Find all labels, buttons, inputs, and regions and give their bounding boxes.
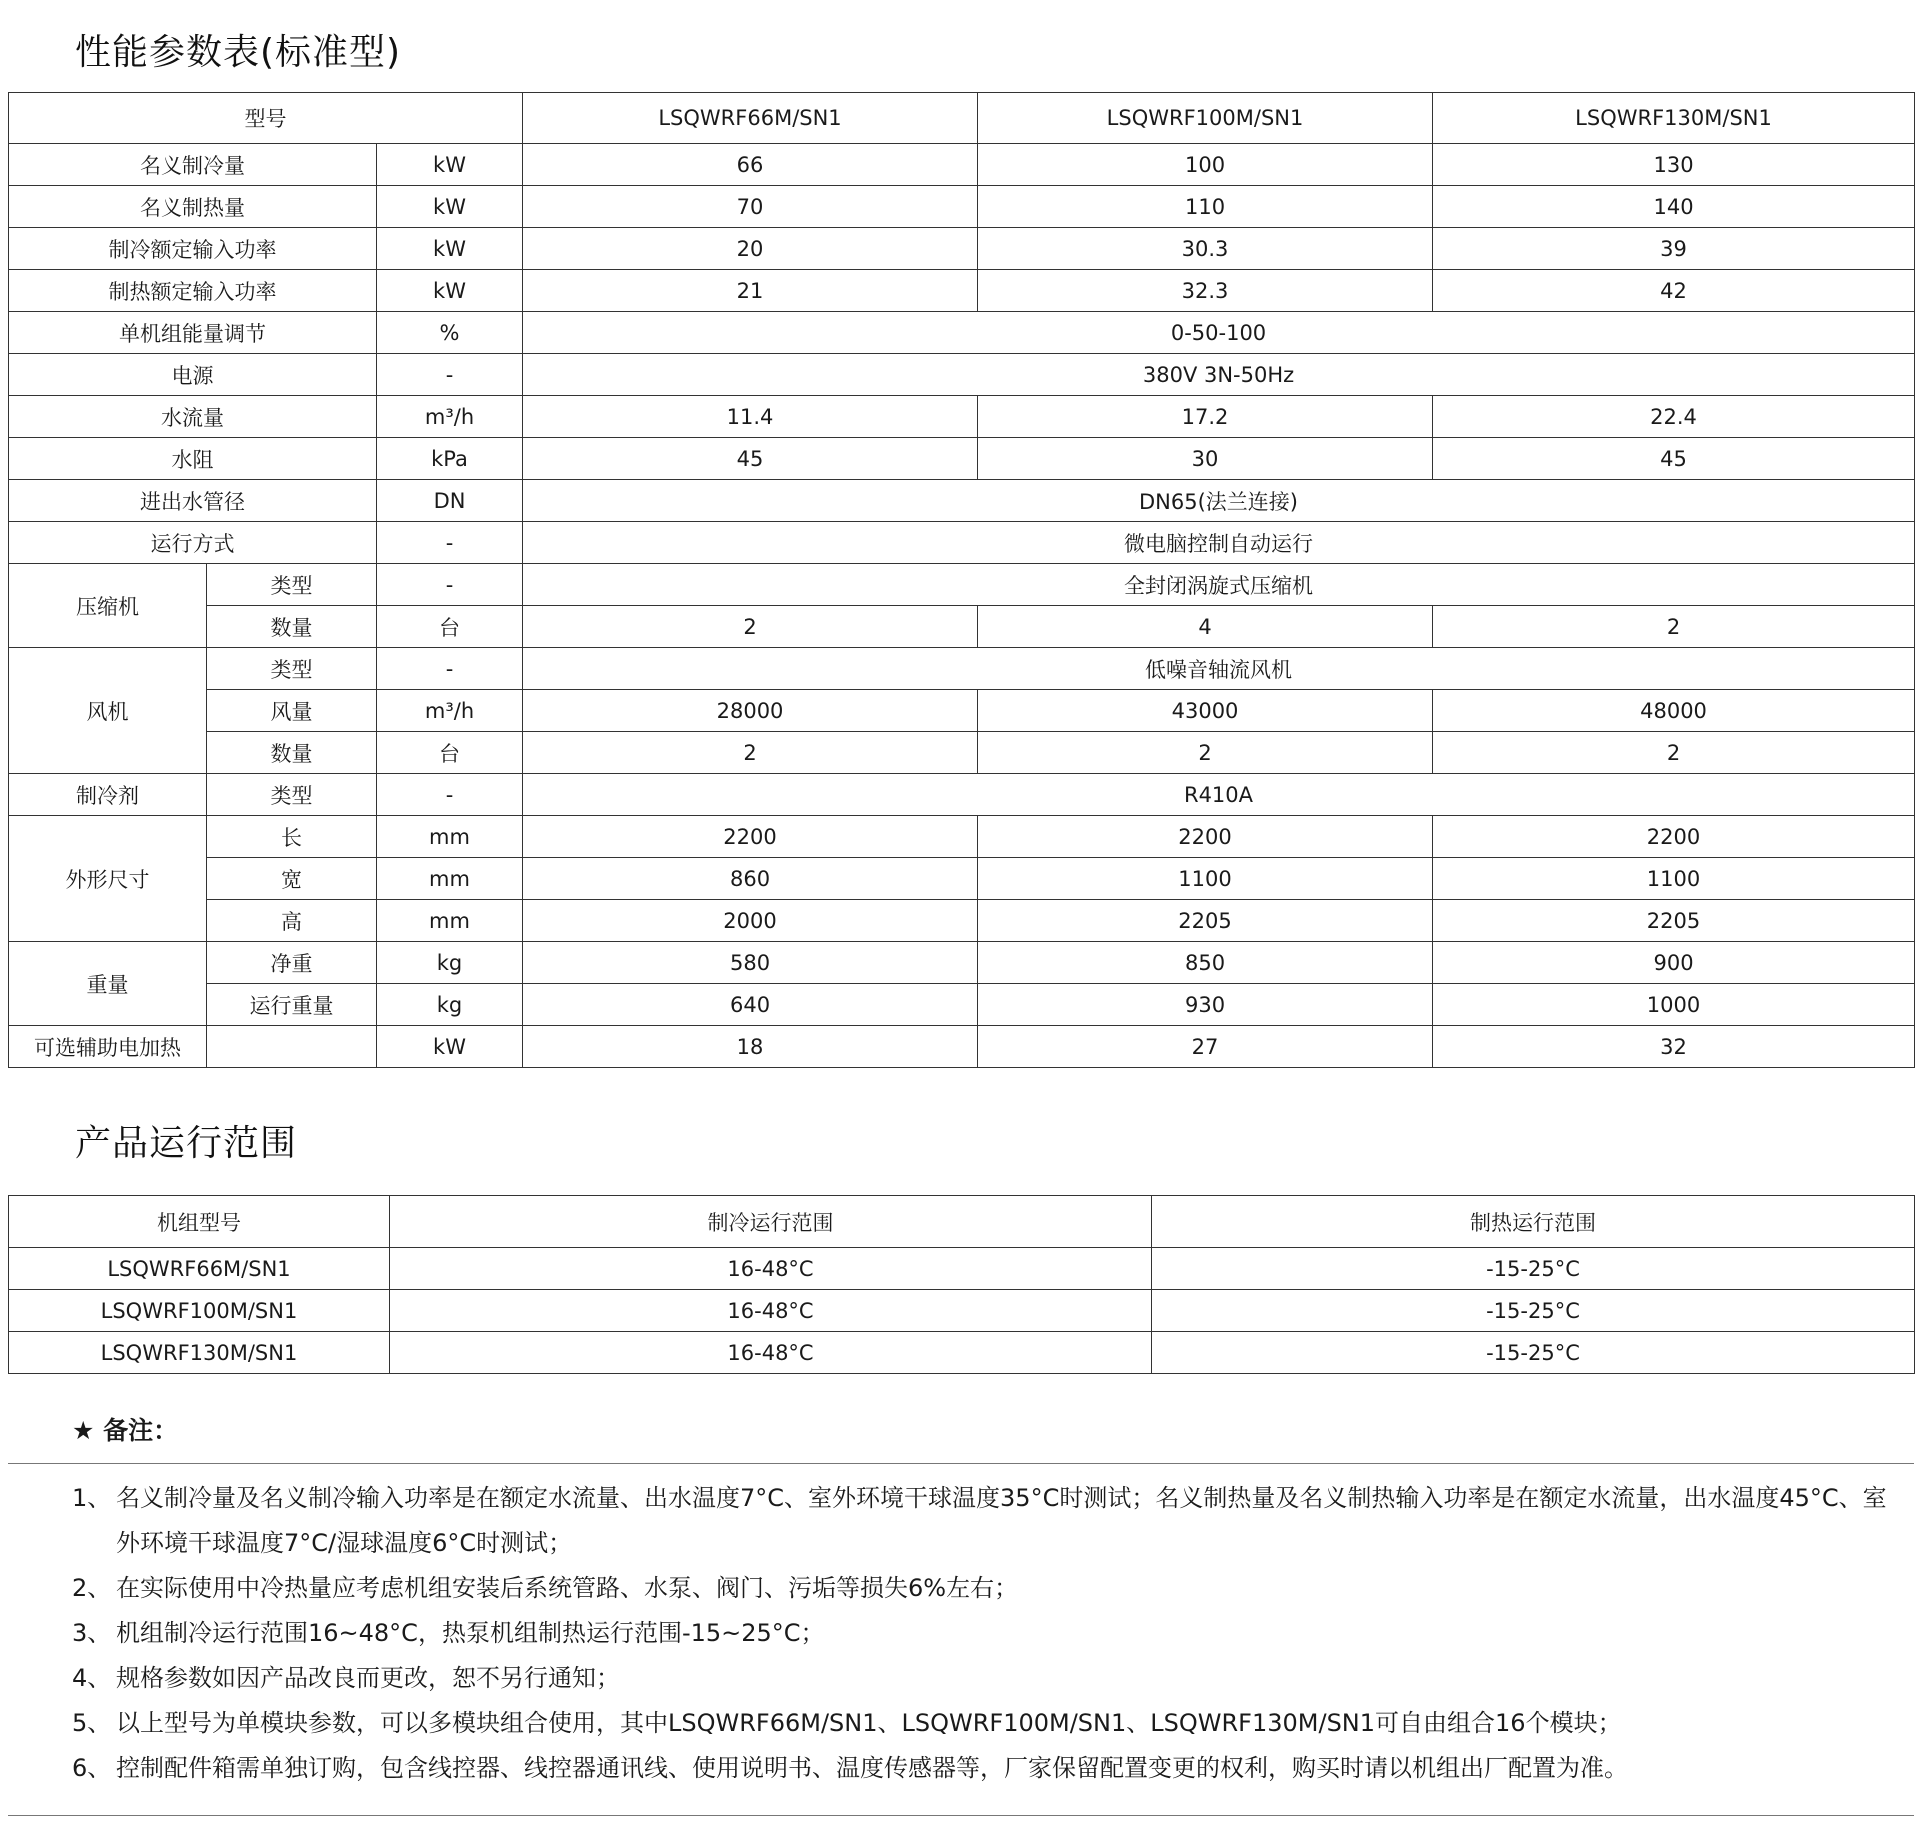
value-cell: 32 [1433, 1026, 1915, 1068]
value-cell: 1100 [978, 858, 1433, 900]
value-cell: 21 [523, 270, 978, 312]
value-cell: 22.4 [1433, 396, 1915, 438]
table-row [9, 774, 1915, 816]
divider [8, 1815, 1914, 1816]
value-cell: 27 [978, 1026, 1433, 1068]
sub-label: 运行重量 [207, 984, 377, 1026]
table-row [9, 354, 1915, 396]
empty-cell [207, 1026, 377, 1068]
table-row [9, 228, 1915, 270]
value-cell: 45 [523, 438, 978, 480]
model-header: LSQWRF100M/SN1 [978, 93, 1433, 144]
unit-cell: 台 [377, 732, 523, 774]
note-text: 名义制冷量及名义制冷输入功率是在额定水流量、出水温度7°C、室外环境干球温度35°C时测试；名义制热量及名义制热输入功率是在额定水流量，出水温度45°C、室外环境干球温度7°C/湿球温度6°C时测试； [116, 1484, 1887, 1557]
value-cell: 2 [1433, 606, 1915, 648]
model-cell: LSQWRF130M/SN1 [9, 1332, 390, 1374]
row-label: 进出水管径 [9, 480, 377, 522]
value-cell: 66 [523, 144, 978, 186]
group-label: 制冷剂 [9, 774, 207, 816]
value-cell: 110 [978, 186, 1433, 228]
note-text: 机组制冷运行范围16~48°C，热泵机组制热运行范围-15~25°C； [116, 1619, 825, 1647]
value-cell: 微电脑控制自动运行 [523, 522, 1915, 564]
header-label: 型号 [9, 93, 523, 144]
table-row [9, 186, 1915, 228]
value-cell: 20 [523, 228, 978, 270]
row-label: 制冷额定输入功率 [9, 228, 377, 270]
table-row [9, 1196, 1915, 1248]
sub-label: 数量 [207, 732, 377, 774]
divider [8, 1463, 1914, 1464]
unit-cell: mm [377, 816, 523, 858]
value-cell: 2200 [978, 816, 1433, 858]
unit-cell: mm [377, 858, 523, 900]
cooling-range-cell: 16-48°C [390, 1248, 1152, 1290]
notes-title: ★ 备注： [72, 1416, 179, 1445]
unit-cell: kg [377, 984, 523, 1026]
cooling-range-cell: 16-48°C [390, 1332, 1152, 1374]
unit-cell: 台 [377, 606, 523, 648]
sub-label: 风量 [207, 690, 377, 732]
value-cell: 1100 [1433, 858, 1915, 900]
unit-cell: - [377, 648, 523, 690]
table-row [9, 984, 1915, 1026]
table-row [9, 690, 1915, 732]
value-cell: 32.3 [978, 270, 1433, 312]
unit-cell: kW [377, 186, 523, 228]
row-label: 名义制热量 [9, 186, 377, 228]
unit-cell: kW [377, 270, 523, 312]
unit-cell: mm [377, 900, 523, 942]
sub-label: 高 [207, 900, 377, 942]
list-item [72, 1476, 1892, 1566]
table-row [9, 816, 1915, 858]
cooling-range-cell: 16-48°C [390, 1290, 1152, 1332]
unit-cell: kPa [377, 438, 523, 480]
unit-cell: - [377, 354, 523, 396]
table-row [9, 606, 1915, 648]
value-cell: 2200 [523, 816, 978, 858]
spec-table [8, 92, 1915, 1068]
value-cell: 18 [523, 1026, 978, 1068]
value-cell: 930 [978, 984, 1433, 1026]
list-item [72, 1566, 1892, 1611]
note-number: 2、 [72, 1574, 112, 1602]
table-row [9, 1248, 1915, 1290]
unit-cell: % [377, 312, 523, 354]
value-cell: 48000 [1433, 690, 1915, 732]
unit-cell: kg [377, 942, 523, 984]
unit-cell: m³/h [377, 690, 523, 732]
unit-cell: m³/h [377, 396, 523, 438]
value-cell: 28000 [523, 690, 978, 732]
note-number: 3、 [72, 1619, 112, 1647]
value-cell: 640 [523, 984, 978, 1026]
row-label: 水流量 [9, 396, 377, 438]
table-row [9, 312, 1915, 354]
note-text: 在实际使用中冷热量应考虑机组安装后系统管路、水泵、阀门、污垢等损失6%左右； [116, 1574, 1019, 1602]
group-label: 风机 [9, 648, 207, 774]
note-text: 控制配件箱需单独订购，包含线控器、线控器通讯线、使用说明书、温度传感器等，厂家保留配置变更的权利，购买时请以机组出厂配置为准。 [116, 1754, 1628, 1782]
sub-label: 数量 [207, 606, 377, 648]
value-cell: 2 [1433, 732, 1915, 774]
group-label: 外形尺寸 [9, 816, 207, 942]
table-row [9, 522, 1915, 564]
row-label: 电源 [9, 354, 377, 396]
table-row [9, 732, 1915, 774]
note-text: 以上型号为单模块参数，可以多模块组合使用，其中LSQWRF66M/SN1、LSQWRF100M/SN1、LSQWRF130M/SN1可自由组合16个模块； [116, 1709, 1622, 1737]
table-row [9, 1290, 1915, 1332]
value-cell: 30 [978, 438, 1433, 480]
list-item [72, 1701, 1892, 1746]
table-row [9, 564, 1915, 606]
value-cell: 45 [1433, 438, 1915, 480]
table-row [9, 396, 1915, 438]
list-item [72, 1656, 1892, 1701]
model-header: LSQWRF66M/SN1 [523, 93, 978, 144]
range-table [8, 1195, 1915, 1374]
value-cell: 850 [978, 942, 1433, 984]
value-cell: 380V 3N-50Hz [523, 354, 1915, 396]
notes-list [72, 1476, 1892, 1791]
value-cell: 低噪音轴流风机 [523, 648, 1915, 690]
unit-cell: kW [377, 228, 523, 270]
table-row [9, 648, 1915, 690]
column-header: 机组型号 [9, 1196, 390, 1248]
value-cell: 70 [523, 186, 978, 228]
sub-label: 宽 [207, 858, 377, 900]
model-cell: LSQWRF100M/SN1 [9, 1290, 390, 1332]
table-row [9, 1332, 1915, 1374]
value-cell: 4 [978, 606, 1433, 648]
unit-cell: kW [377, 144, 523, 186]
spec-title: 性能参数表(标准型) [75, 32, 402, 73]
value-cell: 1000 [1433, 984, 1915, 1026]
heating-range-cell: -15-25°C [1152, 1290, 1915, 1332]
row-label: 制热额定输入功率 [9, 270, 377, 312]
value-cell: 0-50-100 [523, 312, 1915, 354]
table-row [9, 144, 1915, 186]
value-cell: 2205 [1433, 900, 1915, 942]
column-header: 制冷运行范围 [390, 1196, 1152, 1248]
table-row [9, 480, 1915, 522]
value-cell: DN65(法兰连接) [523, 480, 1915, 522]
table-row [9, 900, 1915, 942]
value-cell: 2 [523, 732, 978, 774]
note-number: 5、 [72, 1709, 112, 1737]
value-cell: 900 [1433, 942, 1915, 984]
value-cell: R410A [523, 774, 1915, 816]
range-title: 产品运行范围 [75, 1123, 298, 1164]
row-label: 名义制冷量 [9, 144, 377, 186]
value-cell: 39 [1433, 228, 1915, 270]
table-row [9, 1026, 1915, 1068]
row-label: 单机组能量调节 [9, 312, 377, 354]
heating-range-cell: -15-25°C [1152, 1332, 1915, 1374]
value-cell: 860 [523, 858, 978, 900]
column-header: 制热运行范围 [1152, 1196, 1915, 1248]
note-text: 规格参数如因产品改良而更改，恕不另行通知； [116, 1664, 620, 1692]
unit-cell: - [377, 774, 523, 816]
note-number: 4、 [72, 1664, 112, 1692]
model-cell: LSQWRF66M/SN1 [9, 1248, 390, 1290]
list-item [72, 1611, 1892, 1656]
unit-cell: - [377, 522, 523, 564]
heating-range-cell: -15-25°C [1152, 1248, 1915, 1290]
value-cell: 11.4 [523, 396, 978, 438]
value-cell: 43000 [978, 690, 1433, 732]
value-cell: 140 [1433, 186, 1915, 228]
value-cell: 2000 [523, 900, 978, 942]
table-row [9, 93, 1915, 144]
sub-label: 类型 [207, 564, 377, 606]
value-cell: 580 [523, 942, 978, 984]
value-cell: 2200 [1433, 816, 1915, 858]
value-cell: 130 [1433, 144, 1915, 186]
value-cell: 2 [978, 732, 1433, 774]
unit-cell: kW [377, 1026, 523, 1068]
value-cell: 2 [523, 606, 978, 648]
sub-label: 长 [207, 816, 377, 858]
sub-label: 类型 [207, 774, 377, 816]
table-row [9, 858, 1915, 900]
table-row [9, 942, 1915, 984]
note-number: 6、 [72, 1754, 112, 1782]
value-cell: 全封闭涡旋式压缩机 [523, 564, 1915, 606]
list-item [72, 1746, 1892, 1791]
value-cell: 17.2 [978, 396, 1433, 438]
value-cell: 30.3 [978, 228, 1433, 270]
unit-cell: - [377, 564, 523, 606]
value-cell: 42 [1433, 270, 1915, 312]
value-cell: 2205 [978, 900, 1433, 942]
row-label: 运行方式 [9, 522, 377, 564]
sub-label: 类型 [207, 648, 377, 690]
table-row [9, 270, 1915, 312]
sub-label: 净重 [207, 942, 377, 984]
value-cell: 100 [978, 144, 1433, 186]
group-label: 压缩机 [9, 564, 207, 648]
row-label: 可选辅助电加热 [9, 1026, 207, 1068]
model-header: LSQWRF130M/SN1 [1433, 93, 1915, 144]
group-label: 重量 [9, 942, 207, 1026]
row-label: 水阻 [9, 438, 377, 480]
note-number: 1、 [72, 1484, 112, 1512]
unit-cell: DN [377, 480, 523, 522]
table-row [9, 438, 1915, 480]
